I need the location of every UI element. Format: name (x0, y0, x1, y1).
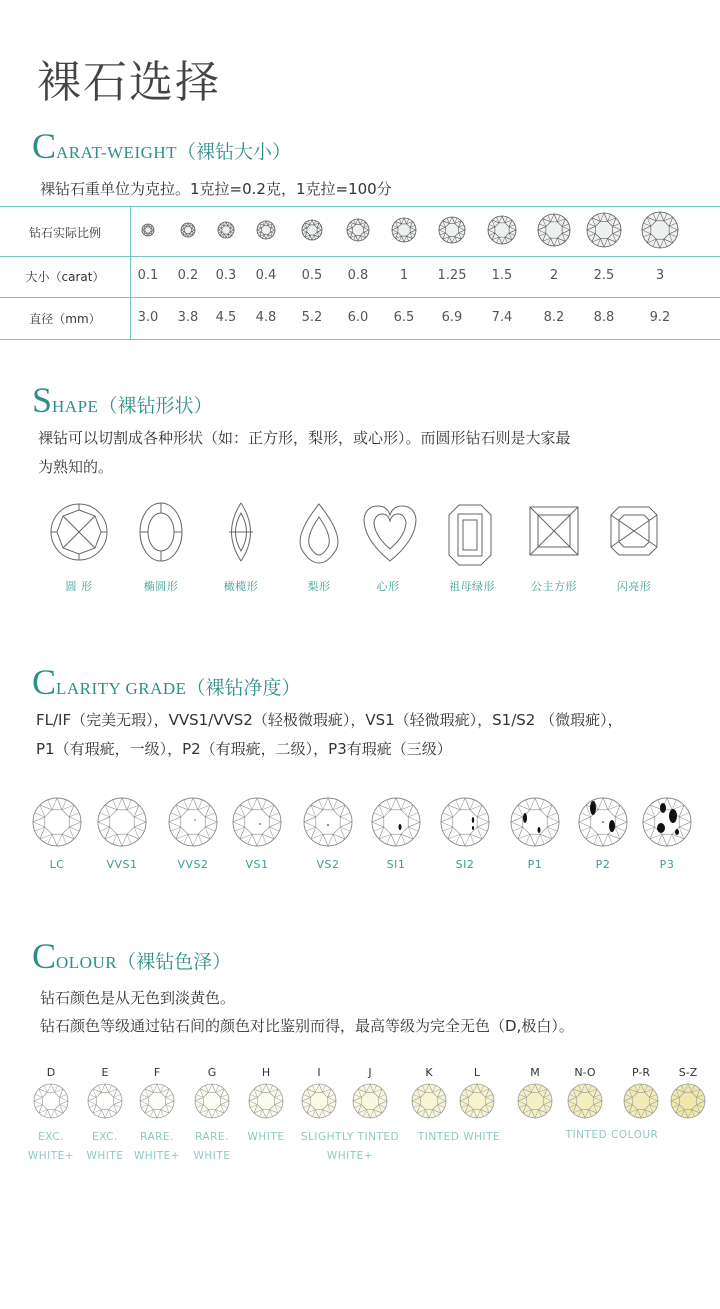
carat-diamond-icon (302, 220, 322, 240)
colour-diamond-icon (34, 1084, 68, 1118)
colour-grade-letter: D (46, 1066, 56, 1079)
carat-description: 裸钻石重单位为克拉。1克拉=0.2克，1克拉=100分 (40, 180, 392, 198)
colour-label-slightly-tinted: SLIGHTLY TINTED WHITE+ (300, 1131, 400, 1162)
table-line-2 (0, 297, 720, 298)
colour-grade-letter: G (207, 1066, 217, 1079)
clarity-label: P1 (527, 858, 543, 871)
carat-diameter-cell: 7.4 (491, 310, 513, 325)
colour-diamond-icon (518, 1084, 552, 1118)
colour-diamond-icon (353, 1084, 387, 1118)
pear-shape-icon (300, 504, 338, 563)
colour-diamond-icon (568, 1084, 602, 1118)
carat-section-title: CARAT-WEIGHT（裸钻大小） (32, 126, 292, 166)
clarity-label: P2 (595, 858, 611, 871)
clarity-diamond-icon (643, 798, 691, 846)
marquise-shape-icon (229, 503, 253, 561)
carat-diamond-icon (488, 216, 516, 244)
carat-size-cell: 0.4 (255, 268, 277, 283)
carat-diameter-cell: 6.9 (441, 310, 463, 325)
colour-grade-letter: S-Z (678, 1066, 698, 1079)
colour-description-1: 钻石颜色是从无色到淡黄色。 (40, 989, 236, 1007)
emerald-shape-icon (449, 505, 491, 565)
carat-size-cell: 2.5 (593, 268, 615, 283)
carat-diamond-icon (181, 223, 195, 237)
carat-diameter-cell: 6.5 (393, 310, 415, 325)
colour-grade-letter: P-R (631, 1066, 651, 1079)
colour-diamond-icon (412, 1084, 446, 1118)
colour-diamond-icon (671, 1084, 705, 1118)
carat-size-cell: 1 (399, 268, 409, 283)
clarity-label: VS1 (245, 858, 269, 871)
colour-label-tinted-white: TINTED WHITE (417, 1131, 501, 1143)
colour-grade-letter: L (473, 1066, 481, 1079)
clarity-label: LC (49, 858, 65, 871)
shape-label: 梨形 (307, 580, 331, 593)
shape-description-1: 裸钻可以切割成各种形状（如：正方形，梨形，或心形）。而圆形钻石则是大家最 (38, 429, 571, 447)
clarity-diamond-icon (304, 798, 352, 846)
heart-shape-icon (364, 506, 416, 561)
table-bottom-line (0, 339, 720, 340)
shape-label: 椭圆形 (143, 580, 179, 593)
carat-diamond-icon (218, 222, 234, 238)
shape-label: 心形 (376, 580, 400, 593)
clarity-diamond-icon (579, 798, 627, 846)
clarity-label: VVS1 (106, 858, 138, 871)
oval-shape-icon (140, 503, 182, 561)
colour-grade-letter: J (368, 1066, 372, 1079)
clarity-diamond-icon (98, 798, 146, 846)
shape-label: 祖母绿形 (449, 580, 495, 593)
clarity-diamond-icon (511, 798, 559, 846)
shape-label: 橄榄形 (223, 580, 259, 593)
colour-label-rare-white-plus: RARE. WHITE+ (133, 1131, 181, 1162)
carat-diamond-icon (142, 224, 154, 236)
carat-size-cell: 0.2 (177, 268, 199, 283)
colour-diamond-icon (249, 1084, 283, 1118)
clarity-label: SI2 (455, 858, 475, 871)
carat-size-cell: 1.5 (491, 268, 513, 283)
colour-section-title: COLOUR（裸钻色泽） (32, 936, 232, 976)
carat-size-cell: 1.25 (437, 268, 467, 283)
clarity-diamond-icon (169, 798, 217, 846)
round-shape-icon (51, 504, 107, 560)
carat-diamond-icon (257, 221, 275, 239)
carat-diamond-icon (538, 214, 570, 246)
carat-size-cell: 2 (549, 268, 559, 283)
colour-grade-letter: N-O (574, 1066, 596, 1079)
carat-size-cell: 0.3 (215, 268, 237, 283)
clarity-diamond-icon (441, 798, 489, 846)
colour-grade-letter: I (317, 1066, 321, 1079)
carat-size-cell: 0.1 (137, 268, 159, 283)
carat-diameter-cell: 6.0 (347, 310, 369, 325)
carat-diameter-cell: 4.5 (215, 310, 237, 325)
shape-label: 公主方形 (531, 580, 577, 593)
clarity-section-title: CLARITY GRADE（裸钻净度） (32, 662, 301, 702)
clarity-label: P3 (659, 858, 675, 871)
colour-grade-letter: H (261, 1066, 271, 1079)
carat-diamond-icon (439, 217, 465, 243)
carat-size-cell: 3 (655, 268, 665, 283)
carat-diameter-cell: 8.8 (593, 310, 615, 325)
page-title: 裸石选择 (37, 57, 221, 108)
colour-diamond-icon (460, 1084, 494, 1118)
clarity-label: VS2 (316, 858, 340, 871)
colour-grade-letter: E (101, 1066, 109, 1079)
clarity-diamond-icon (233, 798, 281, 846)
colour-description-2: 钻石颜色等级通过钻石间的颜色对比鉴别而得，最高等级为完全无色（D,极白）。 (40, 1017, 574, 1035)
colour-grade-letter: F (153, 1066, 161, 1079)
clarity-diamond-icon (372, 798, 420, 846)
colour-diamond-icon (140, 1084, 174, 1118)
carat-size-cell: 0.8 (347, 268, 369, 283)
colour-diamond-icon (302, 1084, 336, 1118)
shape-description-2: 为熟知的。 (38, 458, 114, 476)
shape-icons (0, 495, 720, 575)
row-label-size: 大小（carat） (25, 270, 105, 284)
clarity-description-1: FL/IF（完美无瑕），VVS1/VVS2（轻极微瑕疵），VS1（轻微瑕疵），S1/S2 （微瑕疵）， (36, 711, 623, 729)
shape-label: 闪亮形 (616, 580, 652, 593)
shape-label: 圆 形 (65, 580, 93, 593)
colour-label-exc-white: EXC. WHITE (86, 1131, 124, 1162)
carat-diameter-cell: 5.2 (301, 310, 323, 325)
carat-diamond-icon (392, 218, 416, 242)
colour-diamond-icon (195, 1084, 229, 1118)
carat-diameter-cell: 4.8 (255, 310, 277, 325)
clarity-description-2: P1（有瑕疵，一级），P2（有瑕疵，二级），P3有瑕疵（三级） (36, 740, 452, 758)
carat-size-cell: 0.5 (301, 268, 323, 283)
princess-shape-icon (530, 507, 578, 555)
carat-diameter-cell: 9.2 (649, 310, 671, 325)
colour-label-exc-white-plus: EXC. WHITE+ (27, 1131, 75, 1162)
colour-grade-letter: K (425, 1066, 433, 1079)
carat-diamond-icon (347, 219, 369, 241)
colour-grade-letter: M (530, 1066, 540, 1079)
row-label-diameter: 直径（mm） (29, 312, 101, 326)
colour-diamond-icon (624, 1084, 658, 1118)
colour-label-tinted-colour: TINTED COLOUR (565, 1129, 659, 1141)
carat-diameter-cell: 3.8 (177, 310, 199, 325)
row-label-proportion: 钻石实际比例 (28, 226, 101, 240)
colour-label-rare-white: RARE. WHITE (193, 1131, 231, 1162)
clarity-label: SI1 (386, 858, 406, 871)
radiant-shape-icon (611, 507, 657, 555)
carat-diameter-cell: 8.2 (543, 310, 565, 325)
clarity-label: VVS2 (177, 858, 209, 871)
colour-diamond-icon (88, 1084, 122, 1118)
carat-diameter-cell: 3.0 (137, 310, 159, 325)
colour-label-white: WHITE (247, 1131, 285, 1143)
carat-diamond-icon (587, 213, 621, 247)
carat-diamond-icon (642, 212, 678, 248)
shape-section-title: SHAPE（裸钻形状） (32, 380, 213, 420)
clarity-diamond-icon (33, 798, 81, 846)
